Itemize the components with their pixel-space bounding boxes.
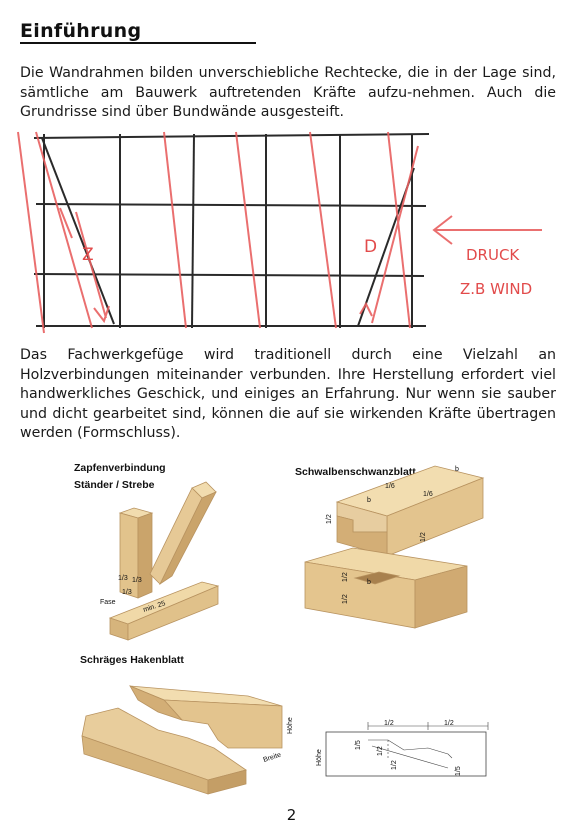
label-druck: DRUCK — [466, 246, 520, 264]
plan-15b: 1/5 — [455, 766, 462, 776]
zapfen-title-1: Zapfenverbindung — [74, 462, 166, 474]
intro-paragraph: Die Wandrahmen bilden unverschiebliche Rechtecke, die in der Lage sind, sämtliche am Bauwerk auftretenden Kräfte aufzu-nehmen. Auch die Grundrisse sind über Bundwände ausgesteift. — [20, 65, 556, 120]
schwalbe-dim-12d: 1/2 — [342, 594, 349, 604]
schwalbe-dim-12b: 1/2 — [420, 532, 427, 542]
zapfen-dim-c: 1/3 — [122, 589, 132, 596]
label-z: Z — [82, 245, 94, 265]
page-heading: Einführung — [20, 20, 142, 42]
zapfen-post — [120, 508, 152, 598]
label-d: D — [364, 237, 378, 257]
zapfen-title-2: Ständer / Strebe — [74, 479, 155, 491]
frame-red-strokes — [18, 132, 542, 333]
plan-12a: 1/2 — [384, 720, 394, 727]
zapfen-min: min. 25 — [142, 600, 167, 614]
plan-hoehe: Höhe — [316, 749, 323, 766]
plan-outline — [326, 732, 486, 776]
schwalbe-dim-12a: 1/2 — [326, 514, 333, 524]
heading-underline — [20, 42, 256, 44]
haken-hoehe: Höhe — [287, 717, 294, 734]
schwalbe-lower-beam — [305, 548, 467, 628]
joinery-paragraph: Das Fachwerkgefüge wird traditionell durch eine Vielzahl an Holzverbindungen miteinander verbunden. Ihre Herstellung erfordert viel handwerkliches Geschick, und einiges an Erfahrung. Nur wenn sie sauber und dicht gearbeitet sind, können die auf sie wirkenden Kräfte übertragen werden (Formschluss). — [20, 347, 556, 441]
plan-12c: 1/2 — [377, 746, 384, 756]
haken-plan — [312, 718, 492, 780]
zapfen-dim-a: 1/3 — [118, 575, 128, 582]
schwalbe-title: Schwalbenschwanzblatt — [295, 466, 416, 478]
schwalbe-upper-beam — [337, 466, 483, 556]
schwalbe-illustration — [295, 458, 505, 638]
page-number: 2 — [286, 806, 297, 824]
haken-breite: Breite — [262, 751, 283, 764]
schwalbe-dim-b-mid: b — [367, 497, 371, 504]
zapfen-dim-b: 1/3 — [132, 577, 142, 584]
schwalbe-dim-b-top: b — [455, 466, 459, 473]
frame-sketch — [14, 128, 559, 333]
plan-15a: 1/5 — [355, 740, 362, 750]
schwalbe-dim-b-low: b — [367, 579, 371, 586]
schwalbe-dim-12c: 1/2 — [342, 572, 349, 582]
label-wind: Z.B WIND — [460, 280, 533, 298]
haken-title: Schräges Hakenblatt — [80, 654, 184, 666]
haken-illustration — [78, 650, 303, 795]
schwalbe-dim-16b: 1/6 — [423, 491, 433, 498]
schwalbe-dim-16a: 1/6 — [385, 483, 395, 490]
zapfen-illustration — [72, 458, 242, 648]
plan-12d: 1/2 — [391, 760, 398, 770]
zapfen-fase: Fase — [100, 599, 116, 606]
plan-12b: 1/2 — [444, 720, 454, 727]
zapfen-strut — [150, 482, 216, 584]
frame-grid — [34, 134, 429, 328]
